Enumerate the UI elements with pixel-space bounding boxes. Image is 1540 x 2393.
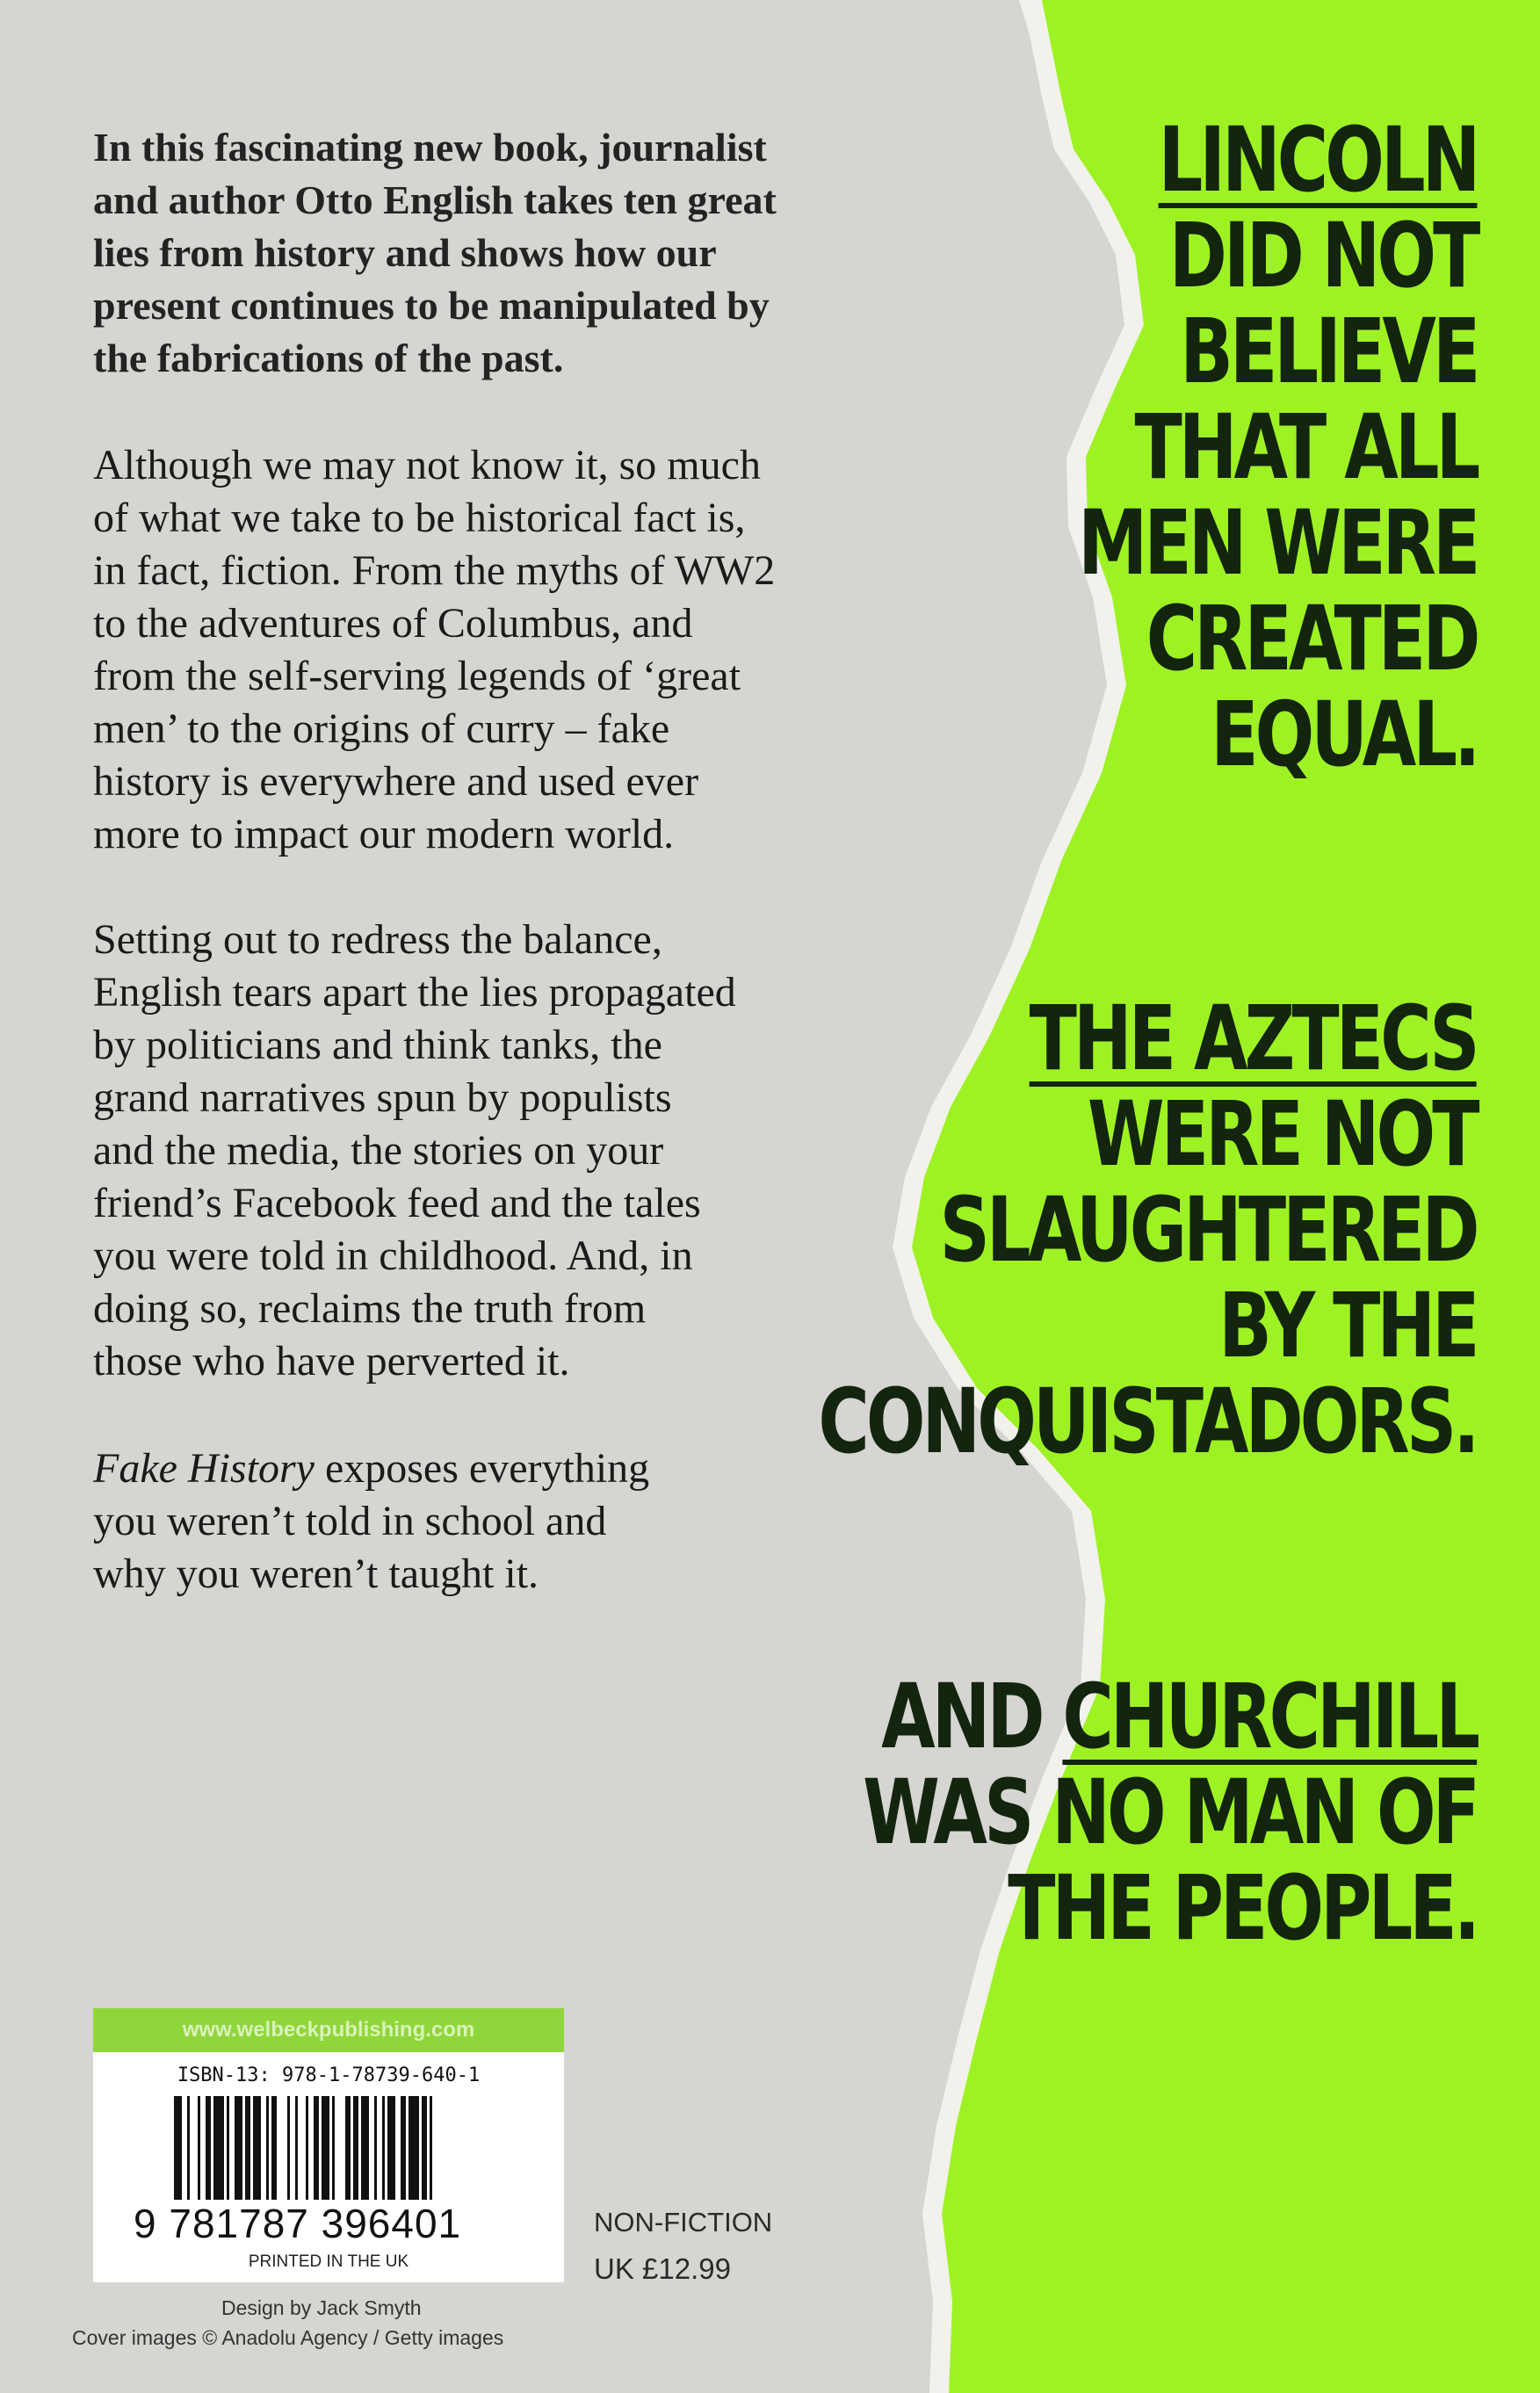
barcode-box <box>93 2008 564 2282</box>
blurb-paragraph-3 <box>93 914 884 1388</box>
slogan-line: WERE NOT <box>1088 1082 1477 1187</box>
barcode-bar <box>314 2096 319 2200</box>
printed-in-label: PRINTED IN THE UK <box>248 2252 409 2271</box>
barcode-bar <box>206 2096 211 2200</box>
barcode-bar <box>266 2096 269 2200</box>
barcode-bar <box>332 2096 335 2200</box>
barcode-bar <box>306 2096 308 2200</box>
design-credit: Design by Jack Smyth <box>221 2296 422 2319</box>
barcode-bar <box>345 2096 351 2200</box>
slogan-lincoln <box>1077 108 1477 787</box>
barcode-bar <box>287 2096 290 2200</box>
barcode-bar <box>198 2096 200 2200</box>
blurb-paragraph-2-text: Although we may not know it, so much of what we take to be historical fact is, in fact, fiction. From the myths of WW2 to the adventures of Columbus, and from the self-serving legends of ‘great men’ to the origins of curry – fake history is everywhere and used ever more to impact our modern world. <box>93 442 776 857</box>
barcode-bar <box>187 2096 190 2200</box>
barcode-bar <box>382 2096 385 2200</box>
slogan-line: SLAUGHTERED <box>940 1178 1477 1283</box>
publisher-website: www.welbeckpublishing.com <box>93 2008 564 2052</box>
slogan-churchill-first-line <box>863 1665 1477 1769</box>
slogan-line: MEN WERE <box>1077 491 1477 596</box>
slogan-line: CONQUISTADORS. <box>818 1370 1477 1474</box>
slogan-line: CREATED <box>1146 587 1477 691</box>
barcode-bar <box>430 2096 432 2200</box>
blurb-paragraph-3-text: Setting out to redress the balance, English tears apart the lies propagated by politicians and think tanks, the grand narratives spun by populists and the media, the stories on your friend’s Facebook feed and the tales you were told in childhood. And, in doing so, reclaims the truth from those who have perverted it. <box>93 916 736 1384</box>
price-label: UK £12.99 <box>594 2252 731 2285</box>
barcode-bar <box>361 2096 369 2200</box>
intro-text: In this fascinating new book, journalist and author Otto English takes ten great lies from history and shows how our present continues to be manipulated by the fabrications of the past. <box>93 125 777 380</box>
slogan-line: THAT ALL <box>1134 395 1477 500</box>
slogan-lincoln-subject: LINCOLN <box>1158 108 1477 213</box>
slogan-line: EQUAL. <box>1210 683 1477 787</box>
barcode-digits: 9 781787 396401 <box>134 2201 462 2246</box>
barcode-bars <box>174 2096 490 2201</box>
barcode-bar <box>374 2096 377 2200</box>
barcode-bar <box>322 2096 329 2200</box>
slogan-aztecs <box>818 987 1477 1474</box>
book-title-italic: Fake History <box>93 1445 315 1492</box>
barcode-bar <box>235 2096 242 2200</box>
blurb-paragraph-4 <box>93 1442 884 1601</box>
barcode-bar <box>245 2096 250 2200</box>
barcode-bar <box>271 2096 277 2200</box>
category-label: NON-FICTION <box>594 2207 773 2238</box>
slogan-aztecs-subject: THE AZTECS <box>1030 987 1477 1091</box>
barcode-bar <box>408 2096 419 2200</box>
slogan-churchill <box>863 1665 1477 1961</box>
barcode-bar <box>387 2096 395 2200</box>
intro-paragraph <box>93 121 884 385</box>
barcode-bar <box>422 2096 427 2200</box>
barcode-panel <box>93 2052 564 2282</box>
barcode-bar <box>401 2096 406 2200</box>
blurb-paragraph-4-rest: exposes everything you weren’t told in school and why you weren’t taught it. <box>93 1445 650 1597</box>
slogan-line: BY THE <box>1218 1274 1477 1378</box>
blurb-paragraph-4-text <box>93 1442 884 1601</box>
slogan-line: WAS NO MAN OF <box>863 1760 1477 1865</box>
slogan-line: DID NOT <box>1168 204 1477 308</box>
barcode-bar <box>227 2096 229 2200</box>
barcode-bar <box>353 2096 358 2200</box>
slogan-churchill-subject: CHURCHILL <box>1062 1665 1477 1769</box>
slogan-churchill-prefix: AND <box>880 1665 1063 1769</box>
blurb-paragraph-2 <box>93 439 884 861</box>
barcode-bar <box>295 2096 298 2200</box>
slogan-line: BELIEVE <box>1179 300 1477 404</box>
barcode-bar <box>213 2096 224 2200</box>
barcode-bar <box>174 2096 182 2200</box>
image-credit: Cover images © Anadolu Agency / Getty images <box>72 2326 504 2349</box>
isbn-label: ISBN-13: 978-1-78739-640-1 <box>177 2064 481 2086</box>
barcode-bar <box>253 2096 261 2200</box>
slogan-line: THE PEOPLE. <box>1008 1856 1477 1961</box>
